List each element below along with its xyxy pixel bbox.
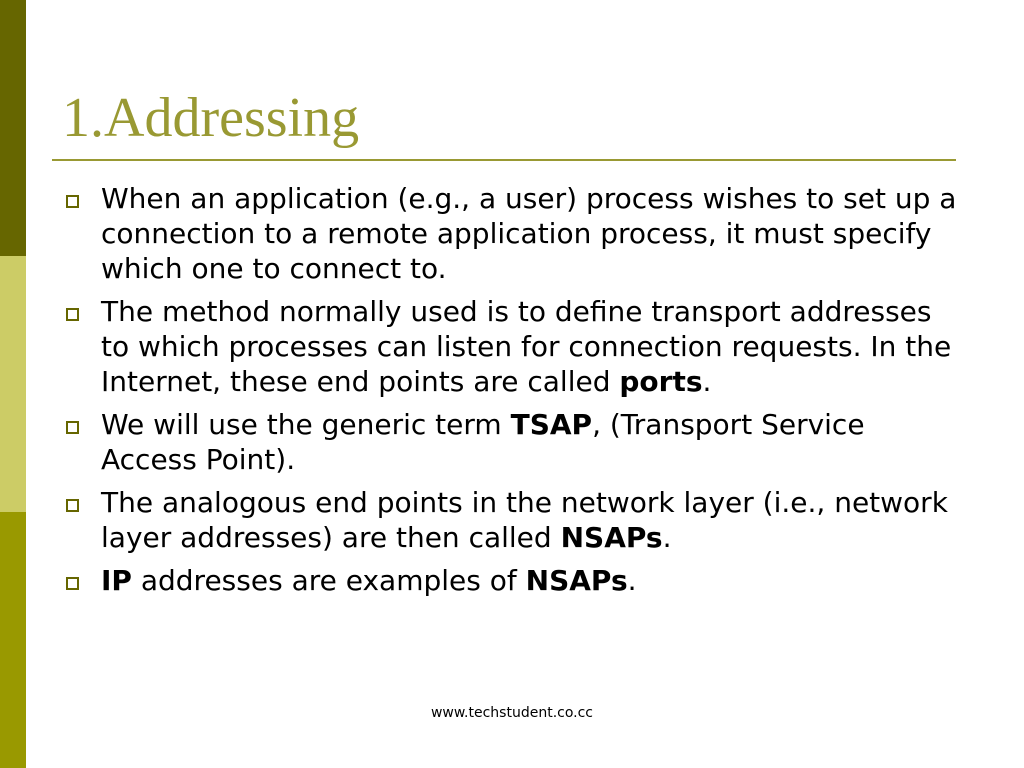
bullet-item xyxy=(60,407,960,477)
hollow-square-icon xyxy=(66,577,79,590)
bullet-list xyxy=(60,181,960,606)
hollow-square-icon xyxy=(66,308,79,321)
text-segment: , (Transport Service Access Point). xyxy=(101,408,865,476)
slide-title: 1.Addressing xyxy=(62,87,360,149)
hollow-square-icon xyxy=(66,421,79,434)
text-segment: The analogous end points in the network layer (i.e., network layer addresses) are then called xyxy=(101,486,948,554)
bullet-text xyxy=(101,182,956,285)
bullet-text xyxy=(101,295,951,398)
bullet-text xyxy=(101,408,865,476)
title-divider xyxy=(52,159,956,161)
bold-term: ports xyxy=(619,365,703,398)
footer-url: www.techstudent.co.cc xyxy=(430,705,594,721)
bold-term: IP xyxy=(101,564,132,597)
bold-term: NSAPs xyxy=(560,521,663,554)
sidebar-band-top xyxy=(0,0,26,256)
text-segment: We will use the generic term xyxy=(101,408,511,441)
bullet-item xyxy=(60,485,960,555)
bullet-item xyxy=(60,181,960,286)
bold-term: TSAP xyxy=(510,408,593,441)
text-segment: . xyxy=(702,365,712,398)
text-segment: . xyxy=(627,564,637,597)
text-segment: When an application (e.g., a user) process wishes to set up a connection to a remote application process, it must specify which one to connect to. xyxy=(101,182,957,285)
bullet-text xyxy=(101,564,637,597)
hollow-square-icon xyxy=(66,499,79,512)
text-segment: The method normally used is to define transport addresses to which processes can listen for connection requests. In the Internet, these end points are called xyxy=(101,295,952,398)
sidebar-band-middle xyxy=(0,256,26,512)
text-segment: addresses are examples of xyxy=(131,564,526,597)
sidebar-band-bottom xyxy=(0,512,26,768)
bullet-item xyxy=(60,294,960,399)
bullet-text xyxy=(101,486,948,554)
bold-term: NSAPs xyxy=(525,564,628,597)
text-segment: . xyxy=(662,521,672,554)
bullet-item xyxy=(60,563,960,598)
hollow-square-icon xyxy=(66,195,79,208)
